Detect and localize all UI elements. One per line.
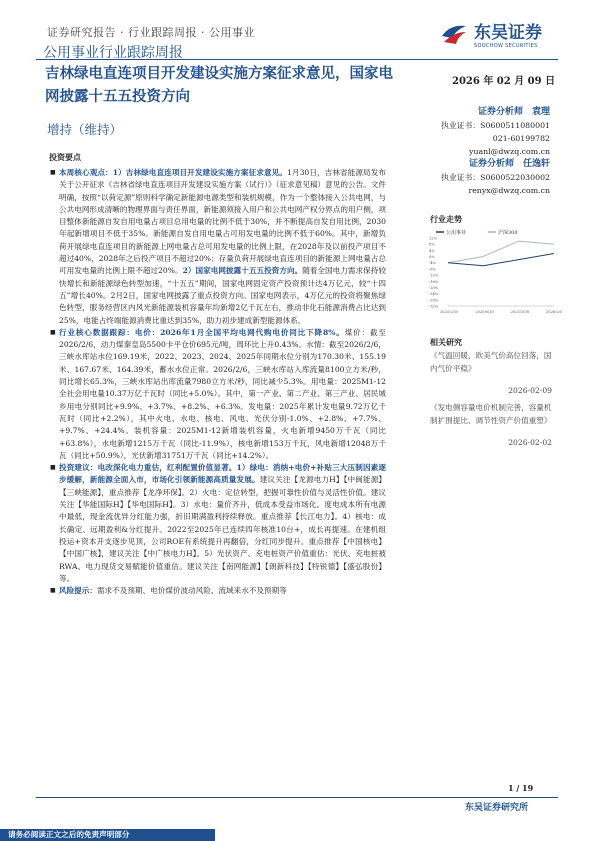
y-tick-label: -20%	[429, 285, 439, 290]
legend-label-a: 公用事业	[446, 230, 467, 236]
y-tick-label: 8%	[429, 242, 435, 247]
analyst-email[interactable]: yuanl@dwzq.com.cn	[469, 147, 550, 156]
related-item[interactable]: 《发电侧容量电价机制完善，容量机制扩围提比、调节性资产价值重塑》	[430, 403, 552, 425]
footer-divider	[36, 797, 558, 798]
paragraph-data	[50, 327, 386, 462]
y-tick-label: -12%	[429, 273, 439, 278]
legend-label-b: 沪深300	[498, 230, 518, 236]
logo-text: 东吴证券	[474, 23, 542, 43]
footer-institution: 东吴证券研究所	[465, 803, 529, 813]
y-tick-label: -32%	[429, 304, 439, 309]
disclaimer-text: 请务必阅读正文之后的免责声明部分	[8, 830, 130, 839]
analyst-2	[425, 158, 550, 197]
series-line-hs300	[448, 241, 554, 263]
logo-subtext: SOOCHOW SECURITIES	[474, 43, 538, 49]
paragraph-text: 1月30日，吉林省能源局发布关于公开征求《吉林省绿电直连项目开发建设实施方案（试行）》（征求意见稿）意见的公告。文件明确，按照“以荷定源”原则科学确定新能源电源类型和装机规模，作为一个整体接入公共电网，与公共电网形成清晰的物理界面与责任界面，新能源须接入用户和公共电网产权分界点的用户侧，项目整体新能源自发自用电量占项目总用电量的比例不低于30%，并不断提高自发自用比例，2030年起新增项目不低于35%。新能源自发自用电量占可用发电量的比例不低于60%。其中，新增负荷开展绿电直连项目的新能源上网电量占总可用发电量的比例上限，在2028年及以前投产项目不超过40%，2028年之后投产项目不超过20%；存量负荷开展绿电直连项目的新能源上网电量占总可用发电量的比例上限不超过20%。	[59, 168, 386, 276]
rating: 增持（维持）	[47, 122, 123, 137]
paragraph-lead: 行业核心数据跟踪：电价：2026年1月全国平均电网代购电价同比下降8%。	[59, 327, 345, 337]
related-item-date: 2026-02-02	[508, 438, 552, 447]
paragraph-text: 需求不及预期、电价煤价波动风险、流域来水不及预期等	[96, 586, 287, 596]
analyst-phone: 021-60199782	[492, 134, 550, 143]
x-tick-label: 2025/2/10	[440, 310, 459, 314]
y-tick-label: -4%	[429, 261, 436, 266]
y-tick-label: -28%	[429, 298, 439, 303]
report-date: 2026 年 02 月 09 日	[452, 76, 556, 87]
disclaimer-banner	[0, 829, 215, 841]
analyst-email[interactable]: renyx@dwzq.com.cn	[468, 186, 550, 195]
y-tick-label: 12%	[429, 236, 437, 241]
analyst-name: 证券分析师 袁理	[477, 107, 550, 117]
trend-title: 行业走势	[430, 214, 462, 224]
analyst-cert: 执业证书：S0600511080001	[441, 121, 550, 130]
paragraph-lead: 投资建议：电改深化电力重估，红利配置价值显著。1）绿电：消纳+电价+补贴三大压制因素逐步缓解，新能源全面入市，市场化引领新能源高质量发展。	[59, 463, 386, 485]
paragraph-lead: 2）国家电网披露十五五投资方向。	[182, 266, 303, 276]
trend-chart	[428, 226, 563, 320]
y-tick-label: 4%	[429, 248, 435, 253]
related-item-date: 2026-02-09	[508, 386, 552, 395]
paragraph-risk	[50, 585, 386, 597]
y-tick-label: -24%	[429, 292, 439, 297]
paragraph-advice	[50, 462, 386, 585]
report-category: 证券研究报告 · 行业跟踪周报 · 公用事业	[47, 26, 255, 39]
paragraph-lead: 本周核心观点：1）吉林绿电直连项目开发建设实施方案征求意见。	[59, 168, 287, 177]
y-tick-label: -8%	[429, 267, 436, 272]
x-tick-label: 2025/6/10	[475, 310, 494, 314]
paragraph-core-view	[50, 167, 386, 327]
paragraph-text: 煤价：截至2026/2/6，动力煤秦皇岛5500卡平仓价695元/吨，周环比上升0.43%。水情：截至2026/2/6，三峡水库站水位169.19米，2022、2023、2024、2025年同期水位分别为170.30米、155.19米、167.67米、164.39米，蓄水水位正常。2026/2/6，三峡水库站入库流量8100立方米/秒，同比增长65.3%，三峡水库站出库流量7980立方米/秒，同比减少5.3%。用电量：2025M1-12全社会用电量10.37万亿千瓦时（同比+5.0%）。其中，第一产业、第二产业、第三产业、居民城乡用电分别同比+9.9%、+3.7%、+8.2%、+6.3%。发电量：2025年累计发电量9.72万亿千瓦时（同比+2.2%），其中火电、水电、核电、风电、光伏分别-1.0%、+2.8%、+7.7%、+9.7%、+24.4%。装机容量：2025M1-12新增装机容量，火电新增9450万千瓦（同比+63.8%），水电新增1215万千瓦（同比-11.9%），核电新增153万千瓦，风电新增12048万千瓦（同比+50.9%），光伏新增31751万千瓦（同比+14.2%）。	[59, 327, 386, 460]
report-body	[50, 167, 386, 597]
report-type-bar	[36, 42, 558, 60]
related-item[interactable]: 《气温回暖，欧美气价高位回落，国内气价平稳》	[430, 351, 552, 373]
page-number: 1 / 19	[508, 783, 534, 793]
section-heading: 投资要点	[49, 152, 81, 162]
analyst-name: 证券分析师 任逸轩	[468, 159, 550, 169]
paragraph-text: 建议关注【龙源电力H】【中闽能源】【三峡能源】，重点推荐【龙净环保】。2）火电：定位转型，把握可靠性价值与灵活性价值。建议关注【华能国际H】【华电国际H】。3）水电：量价齐升，低成本受益市场化。度电成本所有电源中最低，现金流优异分红能力强，折旧期满盈利持续释放。重点推荐【长江电力】。4）核电：成长确定、远期盈利&分红提升。2022至2025年已连续四年核准10台+，成长再提速。在建机组投运+资本开支逐步见顶，公司ROE有系统提升再翻倍，分红同步提升。重点推荐【中国核电】【中国广核】，建议关注【中广核电力H】。5）光伏资产、充电桩资产价值重估：光伏、充电桩被RWA、电力现货交易赋能价值重估。建议关注【南网能源】【朗新科技】【特锐德】【盛弘股份】等。	[59, 475, 387, 583]
paragraph-lead: 风险提示：	[59, 586, 97, 596]
report-title: 吉林绿电直连项目开发建设实施方案征求意见，国家电网披露十五五投资方向	[45, 65, 393, 105]
x-tick-label: 2025/10/8	[510, 310, 530, 314]
analyst-cert: 执业证书：S0600522030002	[441, 173, 550, 182]
paragraph-text: 随着全国电力需求保持较快增长和新能源绿色转型加速，“十五五”期间，国家电网固定资产投资预计达4万亿元，较“十四五”增长40%。2月2日，国家电网披露了重点投资方向。国家电网表示，4万亿元的投资将聚焦绿色转型，服务经营区内风光新能源装机容量年均新增2亿千瓦左右，推动非化石能源消费占比达到25%，电能占终端能源消费比重达到35%，助力初步建成新型能源体系。	[59, 266, 386, 325]
x-tick-label: 2026/2/5	[546, 310, 563, 314]
y-tick-label: 0%	[429, 255, 435, 260]
analyst-1	[425, 106, 550, 158]
report-type: 公用事业行业跟踪周报	[43, 45, 183, 61]
related-research-title: 相关研究	[430, 337, 462, 347]
y-tick-label: -16%	[429, 279, 439, 284]
